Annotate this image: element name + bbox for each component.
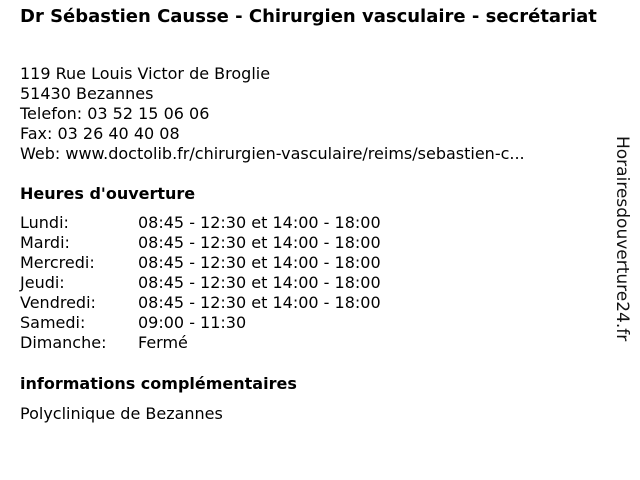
address-city: 51430 Bezannes bbox=[20, 84, 154, 103]
hours-row-sunday bbox=[20, 333, 381, 353]
additional-info-text: Polyclinique de Bezannes bbox=[20, 404, 223, 423]
hours-time: 08:45 - 12:30 et 14:00 - 18:00 bbox=[138, 213, 381, 232]
site-watermark: Horairesdouverture24.fr bbox=[612, 136, 632, 342]
hours-time: 08:45 - 12:30 et 14:00 - 18:00 bbox=[138, 293, 381, 312]
page-title: Dr Sébastien Causse - Chirurgien vasculaire - secrétariat bbox=[20, 6, 597, 27]
additional-info-heading: informations complémentaires bbox=[20, 374, 297, 393]
address-block bbox=[20, 64, 600, 164]
hours-row-friday bbox=[20, 293, 381, 313]
hours-row-monday bbox=[20, 213, 381, 233]
hours-row-wednesday bbox=[20, 253, 381, 273]
hours-day: Dimanche: bbox=[20, 333, 107, 352]
hours-day: Jeudi: bbox=[20, 273, 65, 292]
fax-line: Fax: 03 26 40 40 08 bbox=[20, 124, 180, 143]
phone-line: Telefon: 03 52 15 06 06 bbox=[20, 104, 210, 123]
opening-hours-table bbox=[20, 213, 381, 353]
web-line: Web: www.doctolib.fr/chirurgien-vasculaire/reims/sebastien-c... bbox=[20, 144, 525, 163]
hours-day: Samedi: bbox=[20, 313, 86, 332]
address-street: 119 Rue Louis Victor de Broglie bbox=[20, 64, 271, 83]
hours-time: 08:45 - 12:30 et 14:00 - 18:00 bbox=[138, 273, 381, 292]
hours-day: Vendredi: bbox=[20, 293, 96, 312]
hours-day: Mercredi: bbox=[20, 253, 95, 272]
hours-row-thursday bbox=[20, 273, 381, 293]
hours-row-tuesday bbox=[20, 233, 381, 253]
opening-hours-heading: Heures d'ouverture bbox=[20, 184, 196, 203]
hours-time: 08:45 - 12:30 et 14:00 - 18:00 bbox=[138, 253, 381, 272]
hours-day: Mardi: bbox=[20, 233, 70, 252]
hours-time: 08:45 - 12:30 et 14:00 - 18:00 bbox=[138, 233, 381, 252]
hours-time: 09:00 - 11:30 bbox=[138, 313, 247, 332]
hours-row-saturday bbox=[20, 313, 381, 333]
hours-time: Fermé bbox=[138, 333, 188, 352]
hours-day: Lundi: bbox=[20, 213, 69, 232]
